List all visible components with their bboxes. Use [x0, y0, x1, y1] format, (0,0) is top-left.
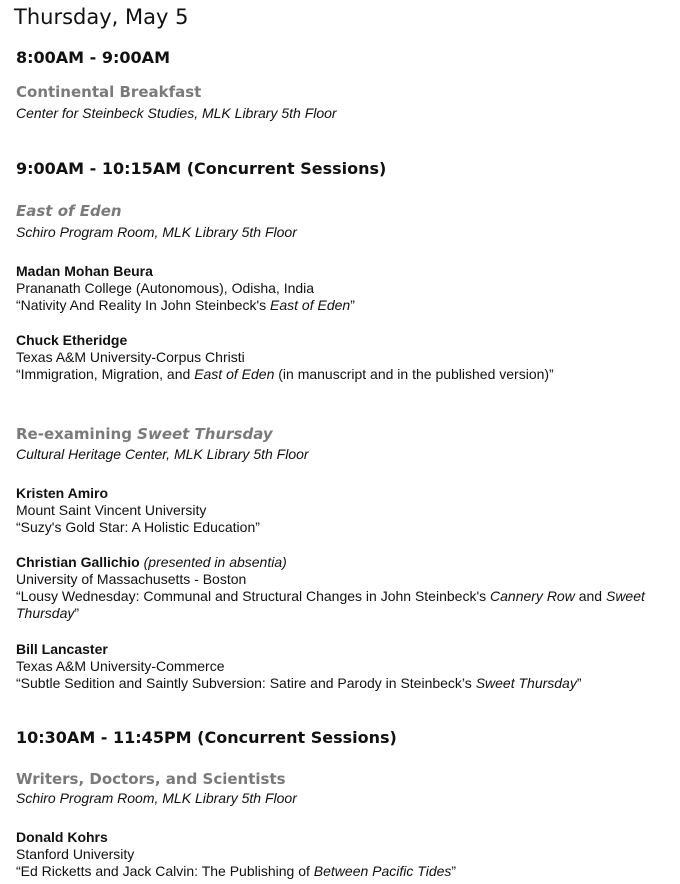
- session-title: Re-examining Sweet Thursday: [16, 425, 273, 443]
- presenter-affiliation: University of Massachusetts - Boston: [16, 571, 247, 587]
- presenter-affiliation: Texas A&M University-Corpus Christi: [16, 349, 245, 365]
- session-title: East of Eden: [16, 202, 122, 220]
- presenter-note: (presented in absentia): [143, 554, 287, 570]
- book-title: East of Eden: [194, 366, 275, 382]
- presenter-affiliation: Stanford University: [16, 846, 135, 862]
- paper-title: “Subtle Sedition and Saintly Subversion: Satire and Parody in Steinbeck’s Sweet Thursday”: [16, 675, 582, 691]
- presenter-affiliation: Texas A&M University-Commerce: [16, 658, 225, 674]
- time-slot-heading: 10:30AM - 11:45PM (Concurrent Sessions): [16, 728, 397, 747]
- presenter-affiliation: Prananath College (Autonomous), Odisha, India: [16, 280, 315, 296]
- paper-title: “Lousy Wednesday: Communal and Structural Changes in John Steinbeck's Cannery Row and Sweet Thursday”: [16, 588, 645, 621]
- presenter-name: Donald Kohrs: [16, 829, 108, 845]
- presenter-name: Madan Mohan Beura: [16, 263, 153, 279]
- session-location: Center for Steinbeck Studies, MLK Library 5th Floor: [16, 105, 337, 121]
- day-heading: Thursday, May 5: [14, 5, 189, 29]
- paper-title: “Nativity And Reality In John Steinbeck's East of Eden”: [16, 297, 355, 313]
- session-location: Schiro Program Room, MLK Library 5th Floor: [16, 790, 297, 806]
- time-slot-heading: 9:00AM - 10:15AM (Concurrent Sessions): [16, 159, 387, 178]
- book-title: East of Eden: [270, 297, 351, 313]
- session-location: Schiro Program Room, MLK Library 5th Floor: [16, 224, 297, 240]
- time-slot-heading: 8:00AM - 9:00AM: [16, 48, 170, 67]
- session-title: Writers, Doctors, and Scientists: [16, 770, 286, 788]
- book-title: Sweet Thursday: [137, 425, 273, 443]
- presenter-name: Christian Gallichio (presented in absentia): [16, 554, 287, 570]
- presenter-name: Bill Lancaster: [16, 641, 108, 657]
- presenter-name: Chuck Etheridge: [16, 332, 128, 348]
- presenter-affiliation: Mount Saint Vincent University: [16, 502, 207, 518]
- book-title: Between Pacific Tides: [313, 863, 452, 879]
- presenter-name: Kristen Amiro: [16, 485, 109, 501]
- book-title: Sweet Thursday: [475, 675, 577, 691]
- book-title: Cannery Row: [490, 588, 575, 604]
- paper-title: “Ed Ricketts and Jack Calvin: The Publishing of Between Pacific Tides”: [16, 863, 457, 879]
- paper-title: “Suzy's Gold Star: A Holistic Education”: [16, 519, 260, 535]
- session-title: Continental Breakfast: [16, 83, 202, 101]
- session-location: Cultural Heritage Center, MLK Library 5th Floor: [16, 446, 309, 462]
- book-title: Sweet Thursday: [16, 588, 645, 621]
- paper-title: “Immigration, Migration, and East of Eden (in manuscript and in the published version)”: [16, 366, 554, 382]
